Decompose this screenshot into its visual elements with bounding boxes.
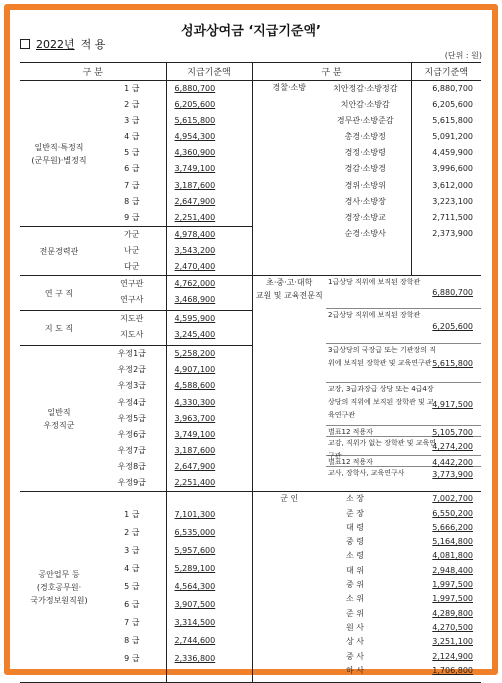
expert-amounts bbox=[166, 227, 252, 276]
postal-amounts-item bbox=[167, 362, 252, 378]
amount-value: 6,205,600 bbox=[174, 100, 216, 110]
general-grades-item: 2 급 bbox=[124, 100, 140, 110]
police-amounts-item bbox=[412, 226, 482, 242]
research-amounts bbox=[166, 276, 252, 311]
teacher-item-amount: 6,880,700 bbox=[432, 288, 473, 298]
police-amounts bbox=[411, 81, 481, 276]
public-service-amounts-item bbox=[167, 560, 252, 578]
police-amounts-item bbox=[412, 210, 482, 226]
document-title: 성과상여금 ‘지급기준액’ bbox=[181, 24, 321, 39]
amount-value: 4,459,900 bbox=[432, 148, 473, 158]
header-amount-left: 지급기준액 bbox=[166, 63, 252, 81]
teacher-item bbox=[326, 383, 481, 426]
amount-value: 4,330,300 bbox=[174, 397, 216, 407]
police-category: 경찰·소방 bbox=[272, 83, 306, 92]
military-row bbox=[326, 635, 481, 649]
police-amounts-item bbox=[412, 145, 482, 161]
postal-amounts-item bbox=[167, 475, 252, 491]
military-amount: 4,289,800 bbox=[432, 608, 473, 618]
military-row bbox=[326, 664, 481, 678]
teacher-item bbox=[326, 437, 481, 461]
postal-category: 일반직 우정직군 bbox=[43, 407, 75, 430]
teacher-item bbox=[326, 467, 481, 480]
postal-grades-item: 우정6급 bbox=[117, 429, 146, 439]
military-rank: 소 장 bbox=[346, 494, 364, 504]
postal-grades-item: 우정1급 bbox=[117, 349, 146, 359]
military-amount: 2,948,400 bbox=[432, 565, 473, 575]
postal-grades-item: 우정5급 bbox=[117, 413, 146, 423]
public-service-amounts-item bbox=[167, 614, 252, 632]
amount-value: 3,468,900 bbox=[174, 295, 216, 305]
teacher-item-amount: 5,615,800 bbox=[432, 359, 473, 369]
amount-value: 5,289,100 bbox=[174, 564, 216, 574]
military-amount: 2,124,900 bbox=[432, 651, 473, 661]
teacher-item-text: 별표12 적용자 bbox=[328, 428, 373, 437]
amount-value: 2,647,900 bbox=[174, 461, 216, 471]
military-rank: 중 사 bbox=[346, 651, 364, 661]
teacher-item-text: 교장, 3급과장급 상당 또는 4급4장 상당의 직위에 보직된 장학관 및 교육연구관 bbox=[328, 385, 434, 420]
research-grades bbox=[98, 276, 166, 311]
amount-value: 3,996,600 bbox=[432, 164, 473, 174]
guidance-amounts-item bbox=[167, 327, 252, 343]
guidance-category-cell bbox=[20, 311, 98, 346]
apply-label: 적 용 bbox=[80, 38, 106, 51]
military-rank: 대 위 bbox=[346, 565, 364, 575]
public-service-category-cell bbox=[20, 492, 98, 683]
general-amounts bbox=[166, 81, 252, 227]
teacher-category: 초·중·고·대학 교원 및 교육전문직 bbox=[255, 278, 323, 301]
general-amounts-item bbox=[167, 210, 252, 226]
postal-amounts-item bbox=[167, 459, 252, 475]
amount-value: 6,880,700 bbox=[432, 84, 473, 93]
military-row bbox=[326, 492, 481, 506]
teacher-item-text: 1급상당 직위에 보직된 장학관 bbox=[328, 278, 421, 287]
police-amounts-item bbox=[412, 81, 482, 97]
guidance-grades-item: 지도사 bbox=[120, 330, 144, 340]
teacher-item-text: 3급상당의 국장급 또는 기관장의 직위에 보직된 장학관 및 교육연구관 bbox=[328, 346, 437, 368]
expert-grades bbox=[98, 227, 166, 276]
military-rank: 소 위 bbox=[346, 594, 364, 604]
military-row bbox=[326, 607, 481, 621]
postal-amounts-item bbox=[167, 346, 252, 362]
amount-value: 4,762,000 bbox=[174, 279, 216, 289]
pay-table bbox=[20, 62, 481, 683]
public-service-grades-item: 7 급 bbox=[124, 618, 140, 628]
general-grades bbox=[98, 81, 166, 227]
amount-value: 2,251,400 bbox=[174, 212, 216, 222]
teacher-item-text: 별표12 적용자 bbox=[328, 458, 373, 467]
guidance-amounts-item bbox=[167, 311, 252, 327]
teacher-item-text: 교감, 직위가 없는 장학관 및 교육연구관 bbox=[328, 439, 437, 461]
military-rank: 중 령 bbox=[346, 537, 364, 547]
expert-grades-item: 나군 bbox=[124, 246, 140, 256]
amount-value: 4,954,300 bbox=[174, 132, 216, 142]
public-service-amounts-item bbox=[167, 542, 252, 560]
general-grades-item: 3 급 bbox=[124, 116, 140, 126]
postal-grades-item: 우정7급 bbox=[117, 445, 146, 455]
police-amounts-item bbox=[412, 129, 482, 145]
military-row bbox=[326, 549, 481, 563]
military-row bbox=[326, 507, 481, 521]
police-ranks-item: 치안감·소방감 bbox=[340, 100, 390, 110]
military-rank: 소 령 bbox=[346, 551, 364, 561]
teacher-item bbox=[326, 276, 481, 309]
public-service-grades bbox=[98, 492, 166, 683]
general-amounts-item bbox=[167, 81, 252, 97]
postal-amounts-item bbox=[167, 411, 252, 427]
amount-value: 4,978,400 bbox=[174, 230, 216, 239]
public-service-amounts-item bbox=[167, 596, 252, 614]
amount-value: 3,963,700 bbox=[174, 413, 216, 423]
amount-value: 2,711,500 bbox=[432, 212, 473, 222]
expert-grades-item: 가군 bbox=[124, 230, 140, 239]
public-service-grades-item: 9 급 bbox=[124, 654, 140, 664]
military-rank: 대 령 bbox=[346, 522, 364, 532]
amount-value: 2,647,900 bbox=[174, 196, 216, 206]
postal-grades-item: 우정3급 bbox=[117, 381, 146, 391]
document-frame bbox=[4, 4, 498, 675]
military-amount: 3,251,100 bbox=[432, 637, 473, 647]
guidance-grades bbox=[98, 311, 166, 346]
military-row bbox=[326, 650, 481, 664]
amount-value: 3,245,400 bbox=[174, 330, 216, 340]
police-ranks-item: 경감·소방경 bbox=[344, 164, 386, 174]
teacher-category-cell bbox=[252, 276, 326, 492]
public-service-grades-item: 1 급 bbox=[124, 510, 140, 520]
military-rank: 준 위 bbox=[346, 608, 364, 618]
postal-amounts-item bbox=[167, 395, 252, 411]
teacher-item bbox=[326, 456, 481, 467]
teacher-item bbox=[326, 309, 481, 344]
general-grades-item: 1 급 bbox=[124, 84, 140, 93]
teacher-item-amount: 4,274,200 bbox=[432, 442, 473, 452]
public-service-grades-item: 3 급 bbox=[124, 546, 140, 556]
military-amount: 5,164,800 bbox=[432, 537, 473, 547]
amount-value: 4,588,600 bbox=[174, 381, 216, 391]
public-service-amounts-item bbox=[167, 632, 252, 650]
amount-value: 5,258,200 bbox=[174, 349, 216, 359]
amount-value: 2,744,600 bbox=[174, 636, 216, 646]
general-amounts-item bbox=[167, 113, 252, 129]
amount-value: 4,564,300 bbox=[174, 582, 216, 592]
general-grades-item: 4 급 bbox=[124, 132, 140, 142]
amount-value: 4,360,900 bbox=[174, 148, 216, 158]
military-rank: 원 사 bbox=[346, 622, 364, 632]
amount-value: 3,907,500 bbox=[174, 600, 216, 610]
public-service-grades-item: 2 급 bbox=[124, 528, 140, 538]
amount-value: 2,470,400 bbox=[174, 262, 216, 272]
public-service-grades-item: 8 급 bbox=[124, 636, 140, 646]
research-amounts-item bbox=[167, 292, 252, 308]
amount-value: 6,535,000 bbox=[174, 528, 216, 538]
police-ranks-item: 순경·소방사 bbox=[344, 228, 386, 238]
amount-value: 6,205,600 bbox=[432, 100, 473, 110]
general-amounts-item bbox=[167, 97, 252, 113]
amount-value: 3,749,100 bbox=[174, 429, 216, 439]
amount-value: 4,907,100 bbox=[174, 365, 216, 375]
postal-category-cell bbox=[20, 346, 98, 492]
teacher-item-amount: 4,917,500 bbox=[432, 400, 473, 410]
postal-amounts-item bbox=[167, 427, 252, 443]
general-grades-item: 6 급 bbox=[124, 164, 140, 174]
checkbox-icon bbox=[20, 39, 30, 49]
general-category: 일반직·특정직 (군무원)·별정직 bbox=[31, 142, 87, 165]
military-row bbox=[326, 621, 481, 635]
header-amount-right: 지급기준액 bbox=[411, 63, 481, 81]
military-row bbox=[326, 578, 481, 592]
guidance-amounts bbox=[166, 311, 252, 346]
postal-grades bbox=[98, 346, 166, 492]
amount-value: 3,187,600 bbox=[174, 180, 216, 190]
postal-grades-item: 우정4급 bbox=[117, 397, 146, 407]
apply-row bbox=[20, 36, 105, 52]
amount-value: 2,251,400 bbox=[174, 478, 216, 488]
general-category-cell bbox=[20, 81, 98, 227]
amount-value: 3,187,600 bbox=[174, 445, 216, 455]
amount-value: 5,957,600 bbox=[174, 546, 216, 556]
teacher-item-text: 교사, 장학사, 교육연구사 bbox=[328, 469, 405, 478]
amount-value: 5,615,800 bbox=[174, 116, 216, 126]
public-service-amounts-item bbox=[167, 506, 252, 524]
police-amounts-item bbox=[412, 113, 482, 129]
guidance-category: 지 도 직 bbox=[44, 323, 74, 333]
military-amount: 1,997,500 bbox=[432, 580, 473, 590]
public-service-grades-item: 6 급 bbox=[124, 600, 140, 610]
public-service-amounts-item bbox=[167, 650, 252, 668]
amount-value: 7,101,300 bbox=[174, 510, 216, 520]
teacher-item bbox=[326, 344, 481, 383]
general-grades-item: 9 급 bbox=[124, 212, 140, 222]
amount-value: 5,091,200 bbox=[432, 132, 473, 142]
apply-year: 2022년 bbox=[36, 38, 75, 51]
military-amount: 4,270,500 bbox=[432, 622, 473, 632]
police-ranks-item: 경사·소방장 bbox=[344, 196, 386, 206]
police-ranks-item: 총경·소방정 bbox=[344, 132, 386, 142]
postal-grades-item: 우정2급 bbox=[117, 365, 146, 375]
unit-note: (단위 : 원) bbox=[444, 51, 482, 60]
public-service-grades-item: 4 급 bbox=[124, 564, 140, 574]
general-grades-item: 8 급 bbox=[124, 196, 140, 206]
general-amounts-item bbox=[167, 129, 252, 145]
military-category: 군 인 bbox=[280, 494, 299, 504]
police-amounts-item bbox=[412, 161, 482, 177]
general-amounts-item bbox=[167, 194, 252, 210]
military-rank: 하 사 bbox=[346, 665, 364, 675]
police-ranks-item: 경위·소방위 bbox=[344, 180, 386, 190]
research-category-cell bbox=[20, 276, 98, 311]
military-row bbox=[326, 535, 481, 549]
expert-amounts-item bbox=[167, 243, 252, 259]
amount-value: 2,373,900 bbox=[432, 228, 473, 238]
general-amounts-item bbox=[167, 145, 252, 161]
military-rank: 상 사 bbox=[346, 637, 364, 647]
guidance-grades-item: 지도관 bbox=[120, 314, 144, 324]
general-amounts-item bbox=[167, 178, 252, 194]
military-row bbox=[326, 592, 481, 606]
amount-value: 3,314,500 bbox=[174, 618, 216, 628]
postal-amounts bbox=[166, 346, 252, 492]
expert-grades-item: 다군 bbox=[124, 262, 140, 272]
research-amounts-item bbox=[167, 276, 252, 292]
police-ranks-item: 치안정감·소방정감 bbox=[333, 84, 398, 93]
teacher-item-text: 2급상당 직위에 보직된 장학관 bbox=[328, 311, 421, 320]
header-division-left: 구 분 bbox=[20, 63, 166, 81]
expert-amounts-item bbox=[167, 227, 252, 243]
amount-value: 2,336,800 bbox=[174, 654, 216, 664]
postal-amounts-item bbox=[167, 378, 252, 394]
amount-value: 6,880,700 bbox=[174, 84, 216, 93]
teacher-item bbox=[326, 426, 481, 437]
police-ranks-item: 경정·소방령 bbox=[344, 148, 386, 158]
amount-value: 4,595,900 bbox=[174, 314, 216, 324]
public-service-grades-item: 5 급 bbox=[124, 582, 140, 592]
amount-value: 3,612,000 bbox=[432, 180, 473, 190]
teacher-item-amount: 4,442,200 bbox=[432, 458, 473, 468]
amount-value: 3,749,100 bbox=[174, 164, 216, 174]
teacher-item-amount: 5,105,700 bbox=[432, 428, 473, 438]
police-ranks bbox=[326, 81, 411, 276]
research-grades-item: 연구관 bbox=[120, 279, 144, 289]
military-rank: 준 장 bbox=[346, 508, 364, 518]
police-ranks-item: 경장·소방교 bbox=[344, 212, 386, 222]
general-grades-item: 5 급 bbox=[124, 148, 140, 158]
research-grades-item: 연구사 bbox=[120, 295, 144, 305]
public-service-amounts-item bbox=[167, 578, 252, 596]
military-amount: 6,550,200 bbox=[432, 508, 473, 518]
military-amount: 1,997,500 bbox=[432, 594, 473, 604]
military-rank: 중 위 bbox=[346, 580, 364, 590]
teacher-items bbox=[326, 276, 481, 492]
public-service-amounts-item bbox=[167, 524, 252, 542]
military-amount: 1,706,800 bbox=[432, 665, 473, 675]
police-amounts-item bbox=[412, 194, 482, 210]
military-ranks-amounts bbox=[326, 492, 481, 683]
military-amount: 4,081,800 bbox=[432, 551, 473, 561]
public-service-category: 공안업무 등 (경호공무원· 국가정보원직원) bbox=[30, 569, 88, 605]
military-row bbox=[326, 564, 481, 578]
postal-grades-item: 우정9급 bbox=[117, 478, 146, 488]
header-row bbox=[20, 63, 481, 81]
amount-value: 3,223,100 bbox=[432, 196, 473, 206]
postal-amounts-item bbox=[167, 443, 252, 459]
public-service-amounts bbox=[166, 492, 252, 683]
police-amounts-item bbox=[412, 178, 482, 194]
police-amounts-item bbox=[412, 97, 482, 113]
header-division-right: 구 분 bbox=[252, 63, 411, 81]
amount-value: 5,615,800 bbox=[432, 116, 473, 126]
military-amount: 5,666,200 bbox=[432, 522, 473, 532]
expert-amounts-item bbox=[167, 259, 252, 275]
research-category: 연 구 직 bbox=[44, 288, 74, 298]
teacher-item-amount: 3,773,900 bbox=[432, 469, 473, 479]
expert-category-cell bbox=[20, 227, 98, 276]
expert-category: 전문경력관 bbox=[39, 246, 79, 256]
police-category-cell bbox=[252, 81, 326, 276]
military-category-cell bbox=[252, 492, 326, 683]
postal-grades-item: 우정8급 bbox=[117, 461, 146, 471]
teacher-item-amount: 6,205,600 bbox=[432, 322, 473, 332]
police-ranks-item: 경무관·소방준감 bbox=[336, 116, 394, 126]
general-amounts-item bbox=[167, 161, 252, 177]
military-amount: 7,002,700 bbox=[432, 494, 473, 504]
general-grades-item: 7 급 bbox=[124, 180, 140, 190]
military-row bbox=[326, 521, 481, 535]
amount-value: 3,543,200 bbox=[174, 246, 216, 256]
